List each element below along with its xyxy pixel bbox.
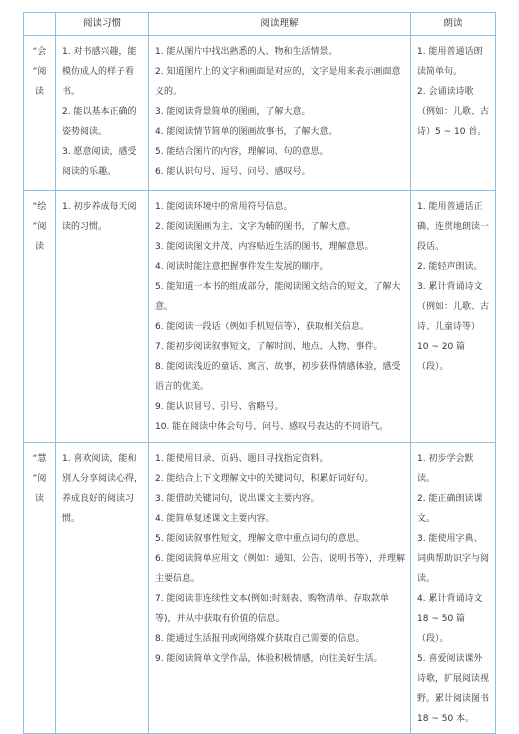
list-item: 4. 阅读时能注意把握事件发生发展的顺序。 — [155, 262, 329, 272]
list-item: 6. 能认识句号、逗号、问号、感叹号。 — [155, 167, 311, 177]
read-aloud-cell — [411, 191, 496, 443]
list-item: 2. 会诵读诗歌（例如：儿歌、古诗）5 ~ 10 首。 — [417, 87, 490, 137]
list-item: 10. 能在阅读中体会句号、问号、感叹号表达的不同语气。 — [155, 422, 389, 432]
list-item: 9. 能认识冒号、引号、省略号。 — [155, 402, 284, 412]
stage-label: ”阅 — [32, 222, 47, 232]
read-aloud-cell — [411, 443, 496, 734]
list-item: 9. 能阅读简单文学作品，体验积极情感，向往美好生活。 — [155, 654, 383, 664]
habits-cell — [56, 191, 149, 443]
stage-label: 读 — [34, 494, 44, 504]
comprehension-cell — [149, 36, 411, 191]
list-item: 7. 能阅读非连续性文本(例如:时刻表、购物清单、存取款单等)，并从中获取有价值的信息。 — [155, 594, 389, 624]
reading-standards-table — [23, 12, 496, 734]
list-item: 1. 初步学会默读。 — [417, 454, 474, 484]
stage-label: “会 — [32, 47, 47, 57]
list-item: 1. 能用普通话正确、连贯地朗读一段话。 — [417, 202, 490, 252]
table-row — [24, 443, 496, 734]
list-item: 3. 能阅读背景简单的图画，了解大意。 — [155, 107, 311, 117]
table-row — [24, 36, 496, 191]
comprehension-cell — [149, 443, 411, 734]
list-item: 8. 能通过生活报刊或网络媒介获取自己需要的信息。 — [155, 634, 365, 644]
list-item: 1. 喜欢阅读，能和别人分享阅读心得，养成良好的阅读习惯。 — [62, 454, 144, 524]
stage-label: “绘 — [32, 202, 47, 212]
list-item: 1. 能阅读环境中的常用符号信息。 — [155, 202, 293, 212]
list-item: 5. 能知道一本书的组成部分，能阅读图文结合的短文，了解大意。 — [155, 282, 401, 312]
header-reading-habits: 阅读习惯 — [56, 13, 149, 36]
stage-cell — [24, 443, 56, 734]
list-item: 2. 能结合上下文理解文中的关键词句，积累好词好句。 — [155, 474, 374, 484]
list-item: 3. 能阅读图文并茂、内容贴近生活的图书，理解意思。 — [155, 242, 374, 252]
list-item: 4. 累计背诵诗文 18 ~ 50 篇（段）。 — [417, 594, 483, 644]
list-item: 6. 能阅读一段话（例如手机短信等），获取相关信息。 — [155, 322, 369, 332]
stage-label: ”阅 — [32, 67, 47, 77]
list-item: 2. 能以基本正确的姿势阅读。 — [62, 107, 137, 137]
header-row — [24, 13, 496, 36]
stage-cell — [24, 36, 56, 191]
read-aloud-cell — [411, 36, 496, 191]
list-item: 3. 能使用字典、词典帮助识字与阅读。 — [417, 534, 490, 584]
comprehension-cell — [149, 191, 411, 443]
list-item: 1. 能用普通话朗读简单句。 — [417, 47, 483, 77]
list-item: 3. 能借助关键词句，说出课文主要内容。 — [155, 494, 320, 504]
list-item: 4. 能简单复述课文主要内容。 — [155, 514, 275, 524]
habits-cell — [56, 443, 149, 734]
list-item: 2. 能阅读图画为主、文字为辅的图书，了解大意。 — [155, 222, 356, 232]
list-item: 3. 愿意阅读，感受阅读的乐趣。 — [62, 147, 137, 177]
list-item: 7. 能初步阅读叙事短文，了解时间、地点、人物、事件。 — [155, 342, 383, 352]
list-item: 1. 对书感兴趣，能模仿成人的样子看书。 — [62, 47, 137, 97]
list-item: 5. 能阅读叙事性短文，理解文章中重点词句的意思。 — [155, 534, 365, 544]
header-read-aloud: 朗读 — [411, 13, 496, 36]
list-item: 1. 初步养成每天阅读的习惯。 — [62, 202, 137, 232]
list-item: 4. 能阅读情节简单的图画故事书，了解大意。 — [155, 127, 338, 137]
list-item: 1. 能使用目录、页码、题目寻找指定资料。 — [155, 454, 329, 464]
stage-label: 读 — [34, 87, 44, 97]
stage-cell — [24, 191, 56, 443]
list-item: 8. 能阅读浅近的童话、寓言、故事，初步获得情感体验，感受语言的优美。 — [155, 362, 401, 392]
list-item: 3. 累计背诵诗文（例如：儿歌、古诗、儿童诗等）10 ~ 20 篇（段）。 — [417, 282, 490, 372]
habits-cell — [56, 36, 149, 191]
header-stage — [24, 13, 56, 36]
list-item: 5. 能结合图片的内容，理解词、句的意思。 — [155, 147, 329, 157]
list-item: 1. 能从图片中找出熟悉的人、物和生活情景。 — [155, 47, 338, 57]
stage-label: 读 — [34, 242, 44, 252]
table-row — [24, 191, 496, 443]
list-item: 6. 能阅读简单应用文（例如：通知、公告、说明书等），并理解主要信息。 — [155, 554, 405, 584]
list-item: 2. 能正确朗读课文。 — [417, 494, 483, 524]
stage-label: “慧 — [32, 454, 47, 464]
list-item: 5. 喜爱阅读课外诗歌，扩展阅读视野。累计阅读图书 18 ~ 50 本。 — [417, 654, 490, 724]
list-item: 2. 能轻声朗读。 — [417, 262, 483, 272]
list-item: 2. 知道图片上的文字和画面是对应的，文字是用来表示画面意义的。 — [155, 67, 401, 97]
header-reading-comprehension: 阅读理解 — [149, 13, 411, 36]
stage-label: ”阅 — [32, 474, 47, 484]
